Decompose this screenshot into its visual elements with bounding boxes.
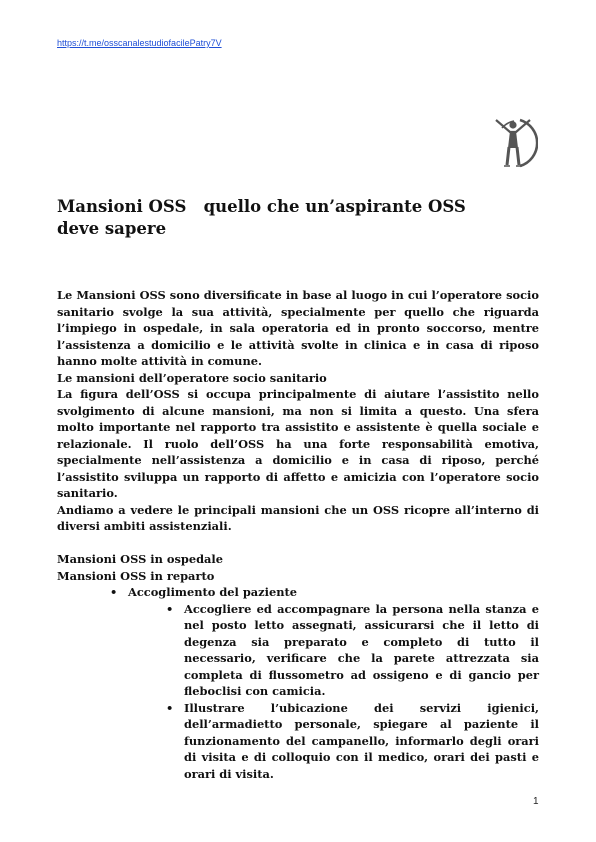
sub-list-item-text: Illustrare l’ubicazione dei servizi igienici, dell’armadietto personale, spiegare al paziente il funzionamento del campanello, informarlo degli orari di visita e di colloquio con il medico, orari dei pasti e orari di visita. [184, 700, 539, 781]
sub-list-item-text: Accogliere ed accompagnare la persona nella stanza e nel posto letto assegnati, assicurarsi che il letto di degenza sia preparato e completo di tutto il necessario, verificare che la parete attrezzata sia completa di flussometro ad ossigeno e di gancio per fleboclisi con camicia. [184, 601, 539, 698]
page-title [57, 196, 507, 240]
section-hospital: Mansioni OSS in ospedale [57, 552, 223, 566]
document-body [57, 287, 539, 782]
sub-list [128, 601, 539, 783]
outro-paragraph: Andiamo a vedere le principali mansioni che un OSS ricopre all’interno di diversi ambiti assistenziali. [57, 502, 539, 533]
role-paragraph: La figura dell’OSS si occupa principalmente di aiutare l’assistito nello svolgimento di alcune mansioni, ma non si limita a questo. Una sfera molto importante nel rapporto tra assistito e assistente è quella sociale e relazionale. Il ruolo dell’OSS ha una forte responsabilità emotiva, specialmente nell’assistenza a domicilio e in casa di riposo, perché l’assistito sviluppa un rapporto di affetto e amicizia con l’operatore socio sanitario. [57, 387, 539, 500]
title-part-2: quello che un’aspirante OSS deve sapere [57, 197, 466, 238]
vitruvian-figure-icon [488, 114, 538, 170]
sub-list-item [166, 700, 539, 783]
page-number: 1 [533, 796, 539, 807]
telegram-link[interactable]: https://t.me/osscanalestudiofacilePatry7V [57, 38, 222, 48]
subheading: Le mansioni dell’operatore socio sanitario [57, 370, 327, 385]
list-item-label: Accoglimento del paziente [128, 585, 298, 599]
list-item [110, 584, 539, 782]
duties-list [57, 584, 539, 782]
section-ward: Mansioni OSS in reparto [57, 568, 215, 583]
bullet-icon: • [166, 700, 174, 715]
sub-list-item [166, 601, 539, 700]
title-part-1: Mansioni OSS [57, 197, 187, 216]
intro-paragraph: Le Mansioni OSS sono diversificate in base al luogo in cui l’operatore socio sanitario svolge la sua attività, specialmente per quello che riguarda l’impiego in ospedale, in sala operatoria ed in pronto soccorso, mentre l’assistenza a domicilio e le attività svolte in clinica e in casa di riposo hanno molte attività in comune. [57, 288, 539, 368]
bullet-icon: • [110, 585, 118, 599]
paragraph-spacer [57, 535, 539, 552]
bullet-icon: • [166, 601, 174, 616]
